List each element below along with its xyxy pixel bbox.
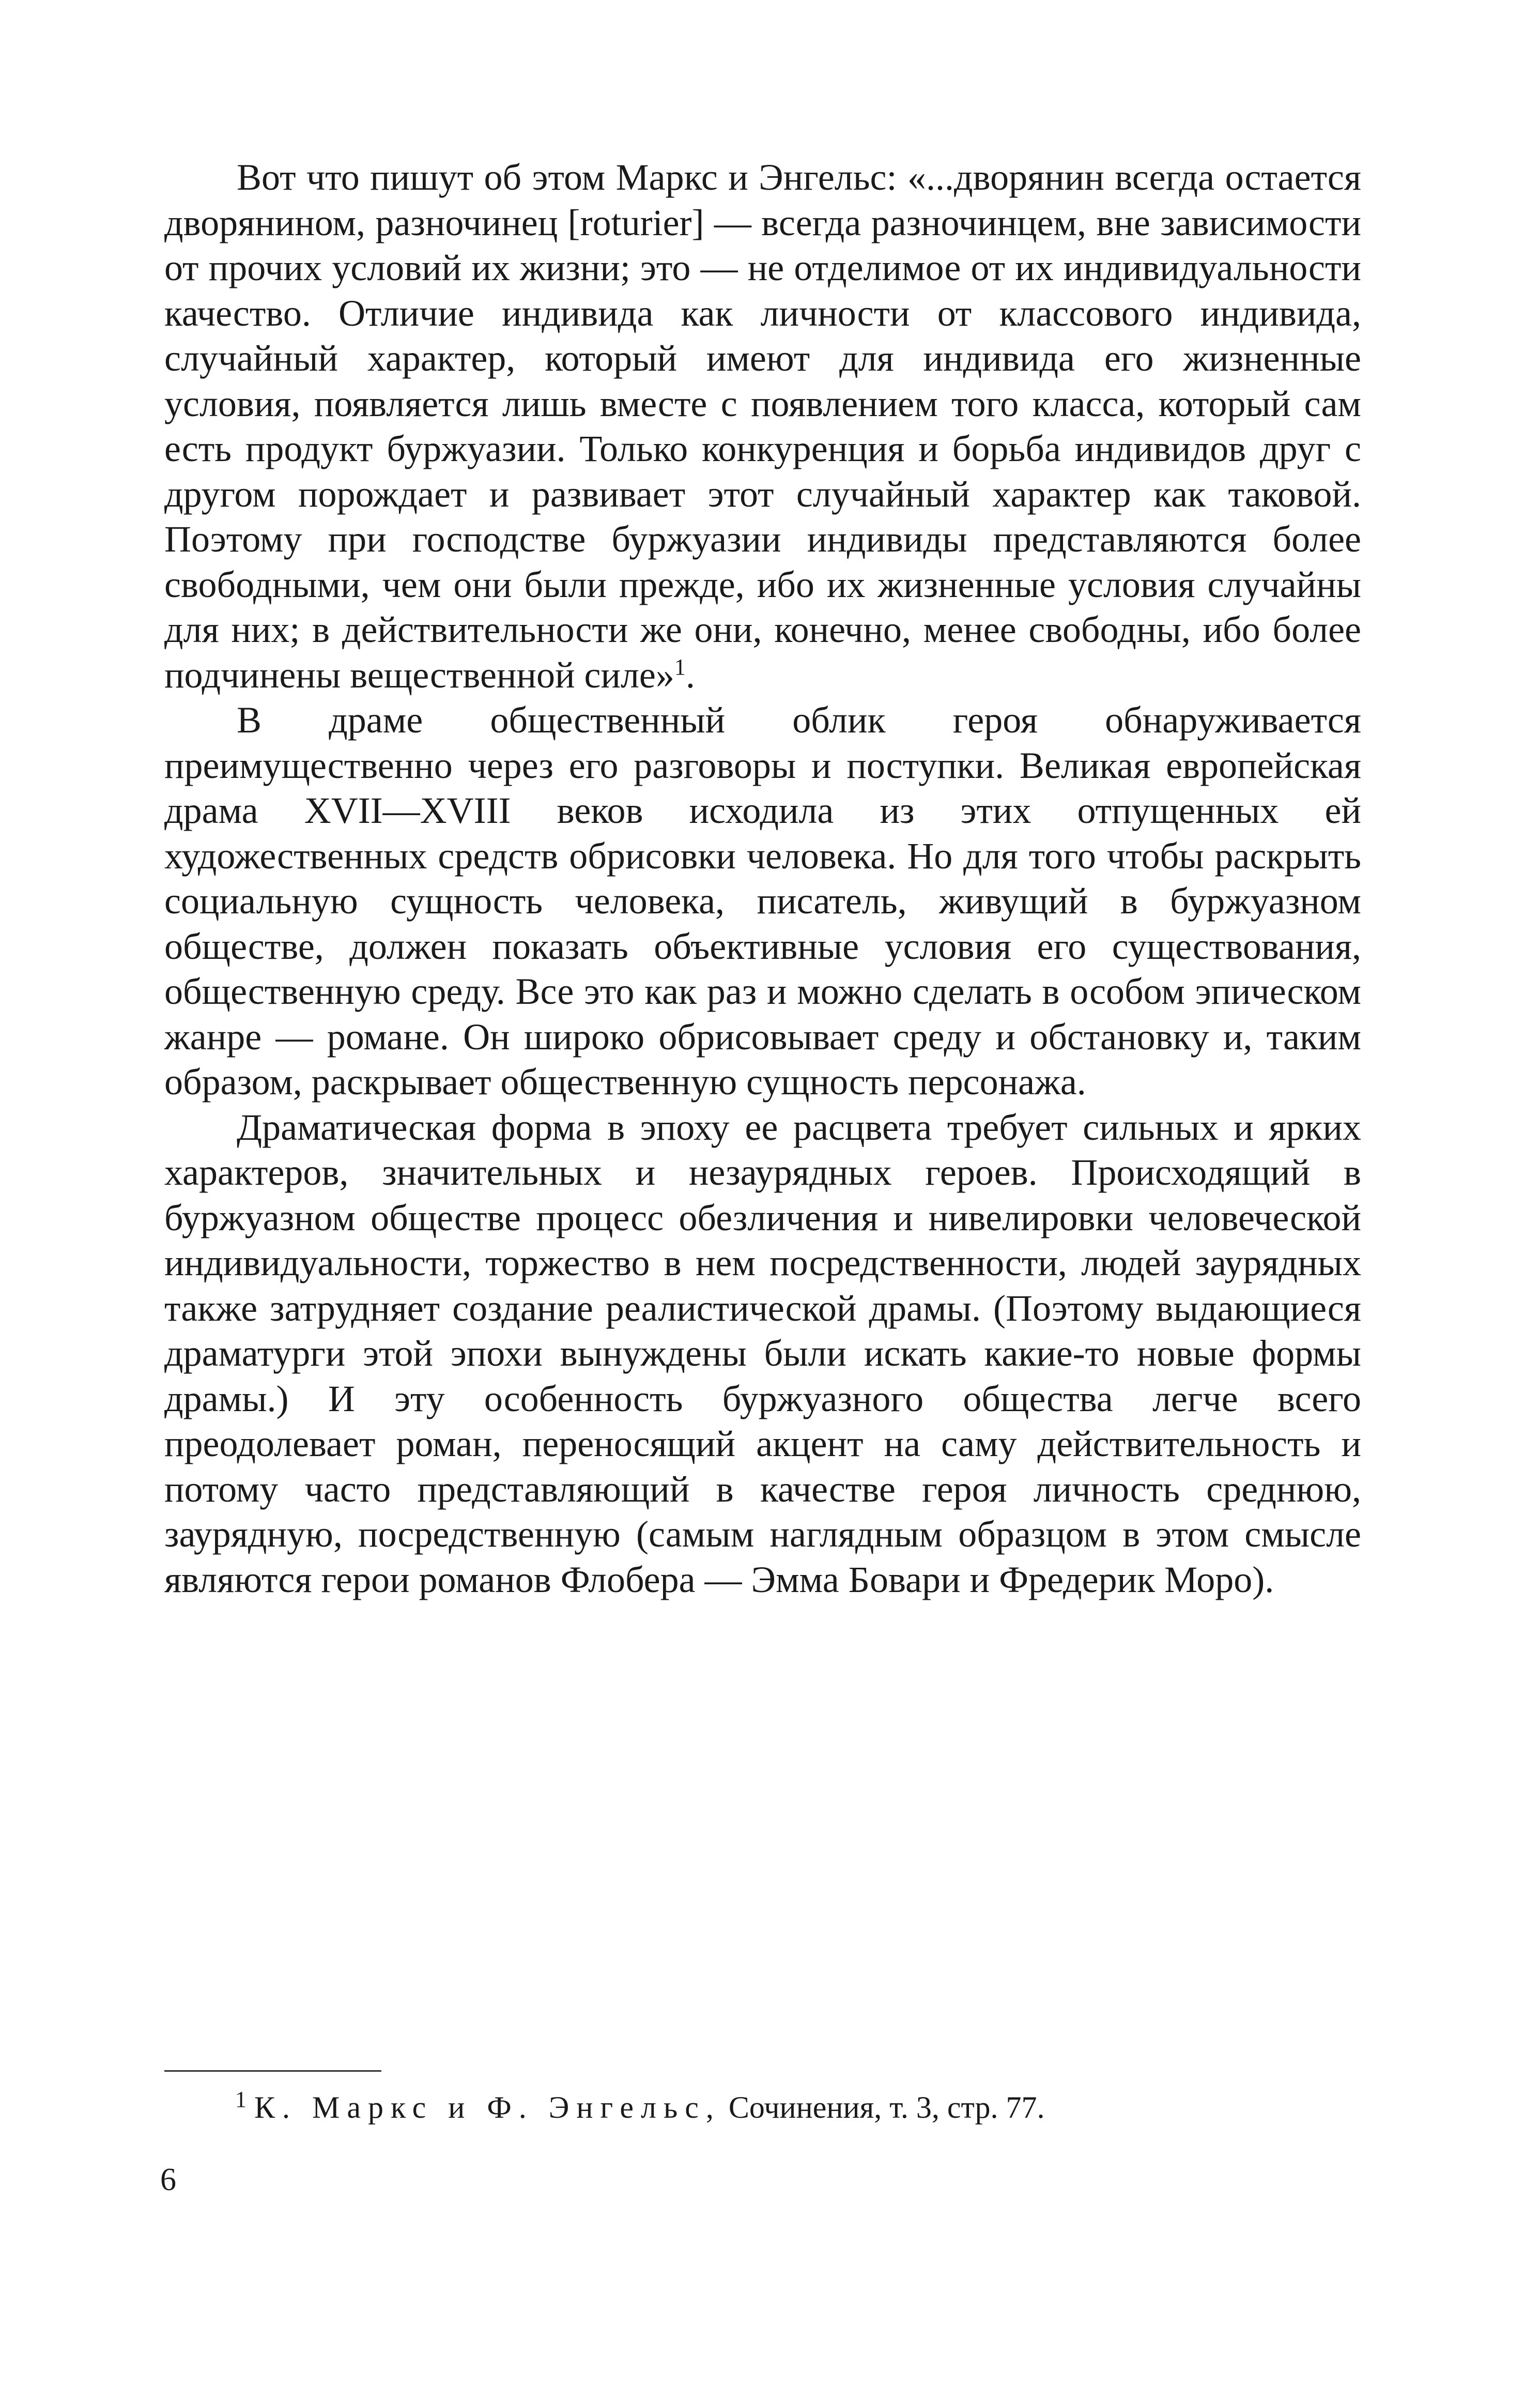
- footnote-reference: 1: [674, 654, 686, 680]
- paragraph-1-tail: .: [685, 654, 695, 696]
- paragraph-3: Драматическая форма в эпоху ее расцвета требует сильных и ярких характеров, значительных и незаурядных героев. Происходящий в буржуазном обществе процесс обезличения и нивелировки человеческой индивидуальности, торжество в нем посредственности, людей заурядных также затрудняет создание реалистической драмы. (Поэтому выдающиеся драматурги этой эпохи вынуждены были искать какие-то новые формы драмы.) И эту особенность буржуазного общества легче всего преодолевает роман, переносящий акцент на саму действительность и потому часто представляющий в качестве героя личность среднюю, заурядную, посредственную (самым наглядным образцом в этом смысле являются герои романов Флобера — Эмма Бовари и Фредерик Моро).: [164, 1106, 1361, 1600]
- main-text: [164, 155, 1361, 1602]
- footnote-number: 1: [235, 2087, 247, 2112]
- page-number: 6: [160, 2162, 176, 2197]
- paragraph-2: В драме общественный облик героя обнаруживается преимущественно через его разговоры и поступки. Великая европейская драма XVII—XVIII веков исходила из этих отпущенных ей художественных средств обрисовки человека. Но для того чтобы раскрыть социальную сущность человека, писатель, живущий в буржуазном обществе, должен показать объективные условия его существования, общественную среду. Все это как раз и можно сделать в особом эпическом жанре — романе. Он широко обрисовывает среду и обстановку и, таким образом, раскрывает общественную сущность персонажа.: [164, 699, 1361, 1103]
- footnote-source: Сочинения, т. 3, стр. 77.: [728, 2090, 1045, 2124]
- footnote-authors: К. Маркс и Ф. Энгельс,: [254, 2090, 721, 2124]
- paragraph-1-text: Вот что пишут об этом Маркс и Энгельс: «...дворянин всегда остается дворянином, разночинец [roturier] — всегда разночинцем, вне зависимости от прочих условий их жизни; это — не отделимое от их индивидуальности качество. Отличие индивида как личности от классового индивида, случайный характер, который имеют для индивида его жизненные условия, появляется лишь вместе с появлением того класса, который сам есть продукт буржуазии. Только конкуренция и борьба индивидов друг с другом порождает и развивает этот случайный характер как таковой. Поэтому при господстве буржуазии индивиды представляются более свободными, чем они были прежде, ибо их жизненные условия случайны для них; в действительности же они, конечно, менее свободны, ибо более подчинены вещественной силе»: [164, 157, 1361, 696]
- footnote: [235, 2086, 1362, 2129]
- paragraph-1: [164, 155, 1361, 698]
- footnote-divider: [164, 2070, 381, 2072]
